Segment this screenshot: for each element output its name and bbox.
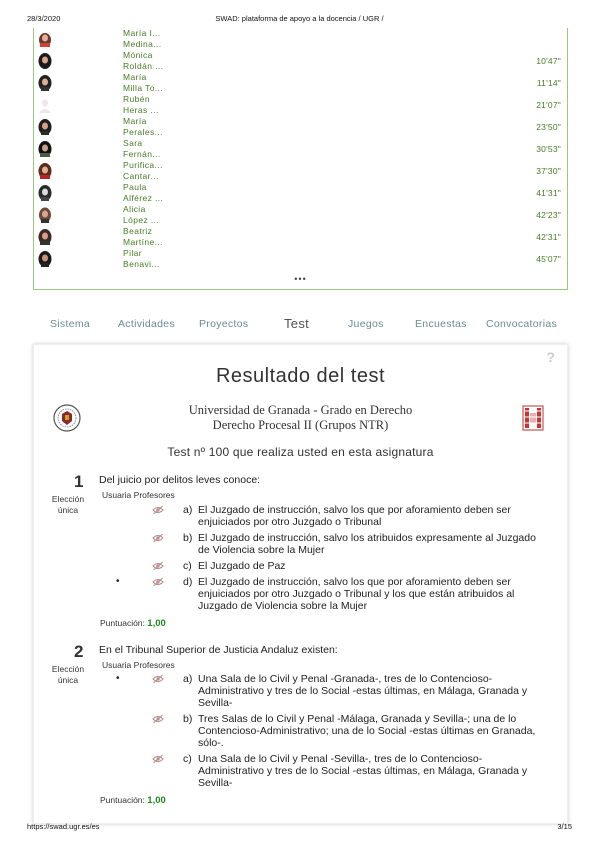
ranking-row[interactable] — [34, 94, 567, 116]
ranking-row[interactable] — [34, 50, 567, 72]
tab-test[interactable]: Test — [284, 316, 310, 331]
tab-sistema[interactable]: Sistema — [50, 318, 91, 330]
avatar — [38, 229, 52, 245]
avatar — [38, 207, 52, 223]
avatar — [38, 75, 52, 91]
ranking-name: Alicia López ... — [123, 204, 160, 225]
main-tabs — [33, 312, 568, 342]
ranking-row[interactable] — [34, 138, 567, 160]
ranking-time: 21'07" — [536, 100, 561, 110]
ranking-time: 10'47" — [536, 56, 561, 66]
ranking-list — [33, 28, 568, 290]
hidden-eye-icon — [152, 533, 164, 543]
option-letter: c) — [183, 753, 192, 765]
ranking-name: Rubén Heras ... — [123, 94, 159, 115]
option-letter: d) — [183, 576, 193, 588]
tab-juegos[interactable]: Juegos — [348, 318, 384, 330]
option-letter: a) — [183, 673, 193, 685]
help-icon[interactable]: ? — [546, 349, 555, 365]
tab-actividades[interactable]: Actividades — [118, 318, 175, 330]
question-audience: Usuaria Profesores — [102, 660, 175, 670]
avatar — [38, 163, 52, 179]
question-score: Puntuación: 1,00 — [100, 618, 166, 629]
hidden-eye-icon — [152, 561, 164, 571]
question-type: Elección única — [51, 494, 85, 515]
option-letter: b) — [183, 713, 193, 725]
test-result-panel — [33, 344, 568, 824]
ranking-row[interactable] — [34, 248, 567, 270]
question-number: 2 — [74, 642, 84, 661]
avatar — [38, 185, 52, 201]
hidden-eye-icon — [152, 674, 164, 684]
question-audience: Usuaria Profesores — [102, 490, 175, 500]
ranking-time: 11'14" — [536, 78, 561, 88]
ranking-time: 30'53" — [536, 144, 561, 154]
ranking-time: 41'31" — [536, 188, 561, 198]
option-text: El Juzgado de Paz — [198, 560, 286, 572]
question-number: 1 — [74, 472, 84, 491]
ranking-row[interactable] — [34, 182, 567, 204]
ranking-time: 42'31" — [536, 232, 561, 242]
ranking-row[interactable] — [34, 72, 567, 94]
ranking-name: María I... Medina... — [123, 28, 162, 49]
selected-bullet: • — [116, 673, 120, 684]
ranking-name: María Perales... — [123, 116, 163, 137]
ranking-name: Pilar Benavi... — [123, 248, 160, 269]
option-text: El Juzgado de instrucción, salvo los que por aforamiento deben ser enjuiciados por otro Juzgado o Tribunal — [198, 504, 511, 528]
avatar — [38, 251, 52, 267]
option-text: Una Sala de lo Civil y Penal -Granada-, tres de lo Contencioso-Administrativo y tres de lo Social -estas últimas, en Málaga, Granada y Sevilla- — [198, 673, 528, 709]
ranking-time: 45'07" — [536, 254, 561, 264]
avatar — [38, 141, 52, 157]
question-stem: Del juicio por delitos leves conoce: — [99, 474, 261, 486]
ranking-name: Sara Fernán... — [123, 138, 161, 159]
degree-logo — [521, 403, 545, 433]
ranking-name: Beatriz Martíne... — [123, 226, 163, 247]
tab-convocatorias[interactable]: Convocatorias — [486, 318, 558, 330]
selected-bullet: • — [116, 576, 120, 587]
page-title: Resultado del test — [215, 365, 386, 387]
ranking-time: 37'30" — [536, 166, 561, 176]
ranking-time: 42'23" — [536, 210, 561, 220]
ranking-name: Paula Alférez ... — [123, 182, 164, 203]
avatar — [38, 97, 52, 113]
ranking-row[interactable] — [34, 116, 567, 138]
question-stem: En el Tribunal Superior de Justicia Andaluz existen: — [99, 644, 338, 656]
hidden-eye-icon — [152, 714, 164, 724]
ranking-name: Mónica Roldán ... — [123, 50, 164, 71]
hidden-eye-icon — [152, 754, 164, 764]
ranking-row[interactable] — [34, 226, 567, 248]
ranking-time: 23'50" — [536, 122, 561, 132]
option-letter: a) — [183, 504, 193, 516]
option-letter: c) — [183, 560, 192, 572]
option-text: Una Sala de lo Civil y Penal -Sevilla-, tres de lo Contencioso-Administrativo y tres de lo Social -estas últimas, en Málaga, Granada y Sevilla- — [198, 753, 528, 789]
ranking-name: Purifica... Cantar... — [123, 160, 163, 181]
avatar — [38, 31, 52, 47]
tab-proyectos[interactable]: Proyectos — [199, 318, 249, 330]
institution-info: Universidad de Granada - Grado en Derecho Derecho Procesal II (Grupos NTR) — [188, 403, 413, 432]
hidden-eye-icon — [152, 577, 164, 587]
print-page: 3/15 — [557, 822, 572, 831]
avatar — [38, 119, 52, 135]
print-date: 28/3/2020 — [27, 14, 61, 23]
tab-encuestas[interactable]: Encuestas — [415, 318, 467, 330]
avatar — [38, 53, 52, 69]
option-text: Tres Salas de lo Civil y Penal -Málaga, Granada y Sevilla-; una de lo Contencioso-Administrativo; una de lo Social -estas últimas en Granada, sólo-. — [198, 713, 536, 749]
option-text: El Juzgado de instrucción, salvo los que por aforamiento deben ser enjuiciados por otro Juzgado o Tribunal y los que están atribuidos al Juzgado de Violencia sobre la Mujer — [198, 576, 515, 612]
question-type: Elección única — [51, 664, 85, 685]
option-text: El Juzgado de instrucción, salvo los atribuidos expresamente al Juzgado de Violencia sobre la Mujer — [198, 532, 536, 556]
print-url: https://swad.ugr.es/es — [27, 822, 100, 831]
ranking-row[interactable] — [34, 160, 567, 182]
test-number: Test nº 100 que realiza usted en esta asignatura — [167, 445, 434, 459]
question-score: Puntuación: 1,00 — [100, 795, 166, 806]
ranking-row[interactable] — [34, 204, 567, 226]
ranking-name: María Milla To... — [123, 72, 164, 93]
more-button[interactable]: ••• — [294, 274, 307, 284]
print-title: SWAD: plataforma de apoyo a la docencia / UGR / — [215, 14, 384, 23]
hidden-eye-icon — [152, 505, 164, 515]
ranking-row[interactable] — [34, 28, 567, 50]
option-letter: b) — [183, 532, 193, 544]
